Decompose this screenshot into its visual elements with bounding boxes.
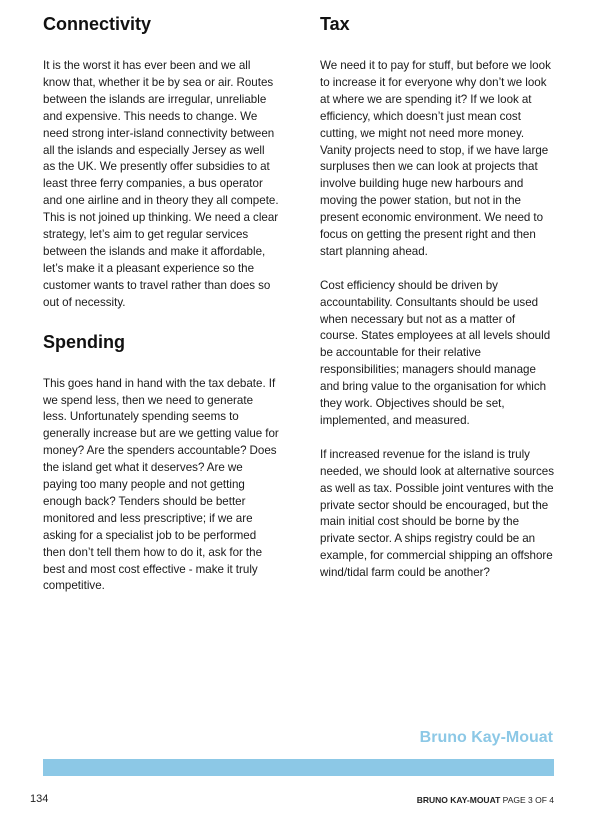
- tax-heading: Tax: [320, 14, 350, 34]
- tax-paragraph-2: Cost efficiency should be driven by accountability. Consultants should be used when necessary but not as a matter of course. States employees at all levels should be accountable for their relative responsibilities; managers should manage and bring value to the organisation for which they work. Objectives should be set, implemented, and measured.: [320, 278, 551, 428]
- tax-paragraph-1: We need it to pay for stuff, but before we look to increase it for everyone why don’t we look at where we are spending it? If we look at efficiency, which doesn’t just mean cost cutting, we might not need more money. Vanity projects need to stop, if we have large surpluses then we can look at projects that involve building huge new harbours and moving the power station, but not in the present economic environment. We need to focus on getting the present right and then start planning ahead.: [320, 59, 551, 258]
- accent-bar: [43, 759, 554, 776]
- right-column: [320, 12, 556, 582]
- footer-author-name: BRUNO KAY-MOUAT: [416, 795, 501, 805]
- footer-page-indicator: PAGE 3 OF 4: [502, 795, 554, 805]
- footer-running-head: [417, 795, 554, 805]
- spending-heading: Spending: [43, 331, 125, 352]
- tax-paragraph-3: If increased revenue for the island is truly needed, we should look at alternative sources as well as tax. Possible joint ventures with the private sector should be encouraged, but the main initial cost should be borne by the private sector. A ships registry could be an example, for commercial shipping an offshore wind/tidal farm could be another?: [320, 447, 555, 580]
- left-column: [43, 12, 279, 595]
- author-signature: Bruno Kay-Mouat: [419, 729, 553, 746]
- spending-paragraph: This goes hand in hand with the tax debate. If we spend less, then we need to generate less. Unfortunately spending seems to generally increase but are we getting value for money? Are the spenders accountable? Does the island get what it deserves? Are we paying too many people and not getting enough back? Tenders should be better monitored and less prescriptive; if we are asking for a specialist job to be performed then don’t tell them how to do it, ask for the best and most cost effective - make it truly competitive.: [43, 376, 279, 593]
- page-number: 134: [30, 793, 49, 805]
- connectivity-paragraph: It is the worst it has ever been and we all know that, whether it be by sea or air. Routes between the islands are irregular, unreliable and expensive. This needs to change. We need strong inter-island connectivity between all the islands and especially Jersey as well as the UK. We presently offer subsidies to at least three ferry companies, a bus operator and one airline and in theory they all compete. This is not joined up thinking. We need a clear strategy, let’s aim to get regular services between the islands and make it affordable, let’s make it a pleasant experience so the customer wants to travel rather than does so out of necessity.: [43, 59, 279, 309]
- connectivity-heading: Connectivity: [43, 14, 152, 34]
